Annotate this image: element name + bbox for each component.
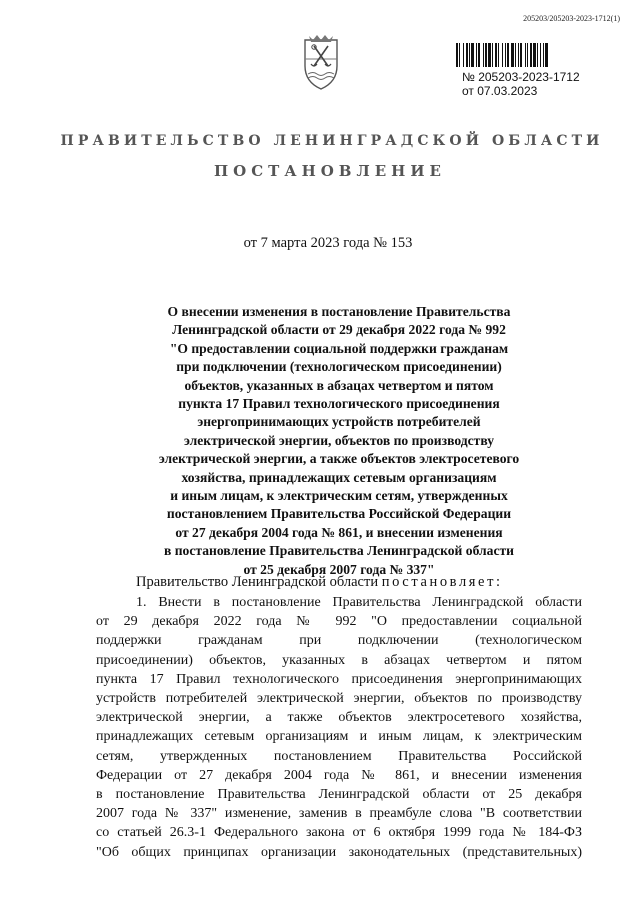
subject-line: Ленинградской области от 29 декабря 2022 года № 992: [172, 322, 506, 338]
coat-of-arms-emblem: [301, 32, 341, 92]
registration-stamp: [462, 70, 580, 98]
body-line: пункта 17 Правил технологического присоединения энергопринимающих: [96, 671, 582, 687]
body-line: со статьей 26.3-1 Федерального закона от 6 октября 1999 года № 184-ФЗ: [96, 825, 582, 841]
preamble: [136, 574, 503, 591]
body-line: электрической энергии, а также объектов электросетевого хозяйства,: [96, 710, 582, 726]
subject-line: объектов, указанных в абзацах четвертом и пятом: [184, 377, 494, 393]
body-line: Федерации от 27 декабря 2004 года № 861, и внесении изменения: [96, 767, 582, 783]
body-line: устройств потребителей электрической энергии, объектов по производству: [96, 691, 582, 707]
subject-line: О внесении изменения в постановление Правительства: [167, 304, 511, 319]
body-line: принадлежащих сетевым организациям и иным лицам, к электрическим: [96, 729, 582, 745]
subject-line: электрической энергии, а также объектов электросетевого: [158, 451, 520, 467]
body-line: 2007 года № 337" изменение, заменив в преамбуле слова "В соответствии: [96, 806, 582, 822]
body-line: поддержки гражданам при подключении (технологическом: [96, 633, 582, 649]
subject-line: от 27 декабря 2004 года № 861, и внесении изменения: [175, 524, 503, 540]
document-subject: [96, 303, 582, 579]
body-line: в постановление Правительства Ленинградской области от 25 декабря: [96, 787, 582, 803]
subject-line: от 25 декабря 2007 года № 337": [243, 561, 435, 577]
subject-line: "О предоставлении социальной поддержки гражданам: [169, 340, 509, 356]
body-line: "Об общих принципах организации законодательных (представительных): [96, 844, 582, 860]
document-type: ПОСТАНОВЛЕНИЕ: [214, 162, 446, 180]
subject-line: пункта 17 Правил технологического присоединения: [178, 396, 500, 412]
registration-date: от 07.03.2023: [462, 84, 538, 98]
body-line: присоединении) объектов, указанных в абзацах четвертом и пятом: [96, 652, 582, 668]
subject-line: хозяйства, принадлежащих сетевым организациям: [181, 469, 497, 485]
subject-line: в постановление Правительства Ленинградской области: [163, 543, 515, 559]
document-body: [96, 593, 582, 862]
subject-line: при подключении (технологическом присоединении): [176, 359, 502, 375]
document-reference: 205203/205203-2023-1712(1): [523, 14, 620, 23]
subject-line: энергопринимающих устройств потребителей: [197, 414, 481, 430]
subject-line: и иным лицам, к электрическим сетям, утвержденных: [170, 488, 508, 504]
preamble-verb: постановляет:: [381, 574, 503, 590]
preamble-subject: Правительство Ленинградской области: [136, 574, 379, 590]
body-line: от 29 декабря 2022 года № 992 "О предоставлении социальной: [96, 614, 582, 630]
government-title: ПРАВИТЕЛЬСТВО ЛЕНИНГРАДСКОЙ ОБЛАСТИ: [60, 133, 604, 149]
document-date-number: от 7 марта 2023 года № 153: [243, 235, 413, 251]
body-line: 1. Внести в постановление Правительства Ленинградской области: [136, 595, 582, 610]
body-line: сетям, утвержденных постановлением Правительства Российской: [96, 748, 582, 764]
registration-number: № 205203-2023-1712: [462, 70, 580, 84]
subject-line: постановлением Правительства Российской Федерации: [166, 506, 512, 522]
subject-line: электрической энергии, объектов по производству: [183, 432, 495, 448]
barcode: [456, 43, 584, 67]
